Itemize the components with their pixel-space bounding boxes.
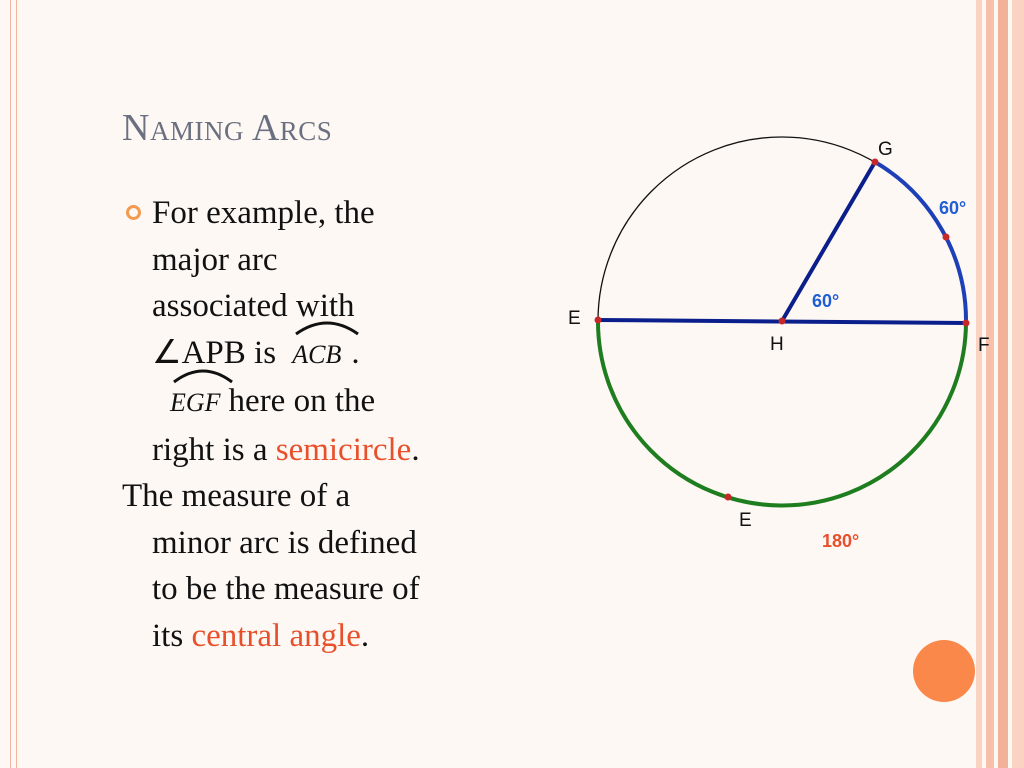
label-e-bottom: E xyxy=(739,510,752,531)
circle-diagram xyxy=(560,125,1010,575)
bullet-line-6: right is a xyxy=(152,431,268,468)
minor-arc-gf xyxy=(875,162,966,323)
para-line-1: The measure of a xyxy=(122,478,351,515)
angle-degree-label: 60° xyxy=(812,291,840,311)
semicircle-term: semicircle xyxy=(275,431,412,468)
bullet-line-1: For example, the xyxy=(152,195,375,231)
point-f xyxy=(963,320,970,327)
bullet-line-5: here on the xyxy=(228,383,376,420)
bullet-line-2: major arc xyxy=(152,241,278,278)
bullet-line-4: ∠APB is xyxy=(152,334,277,371)
label-h: H xyxy=(770,334,784,355)
point-e-left xyxy=(595,317,602,324)
arc-symbol-icon xyxy=(292,318,362,336)
label-g: G xyxy=(878,139,893,160)
point-arc-mid xyxy=(943,234,950,241)
arc-symbol-icon xyxy=(170,366,236,384)
para-line-2: minor arc is defined xyxy=(152,524,417,561)
para-line-3: to be the measure of xyxy=(152,571,420,608)
point-e-bottom xyxy=(725,494,732,501)
label-e-left: E xyxy=(568,308,581,329)
bullet-text: For example, the major arc associated with ∠APB is ACB . EGF here on the right is a semicircle. xyxy=(152,195,420,468)
arc-notation-acb: ACB xyxy=(292,332,341,379)
orange-circle-decoration xyxy=(913,640,975,702)
para-line-4: its central angle. xyxy=(152,617,370,654)
bullet-line-3: associated with xyxy=(152,288,355,324)
arc-notation-egf: EGF xyxy=(170,380,221,427)
slide-body xyxy=(122,190,420,659)
arc-degree-label: 60° xyxy=(939,198,967,218)
measure-paragraph xyxy=(122,473,420,659)
semicircle-degree-label: 180° xyxy=(822,531,860,551)
left-border-decoration xyxy=(10,0,17,768)
point-h xyxy=(779,318,786,325)
slide-title: Naming Arcs xyxy=(122,107,333,149)
central-angle-term: central angle xyxy=(191,617,361,654)
label-f: F xyxy=(978,335,990,356)
